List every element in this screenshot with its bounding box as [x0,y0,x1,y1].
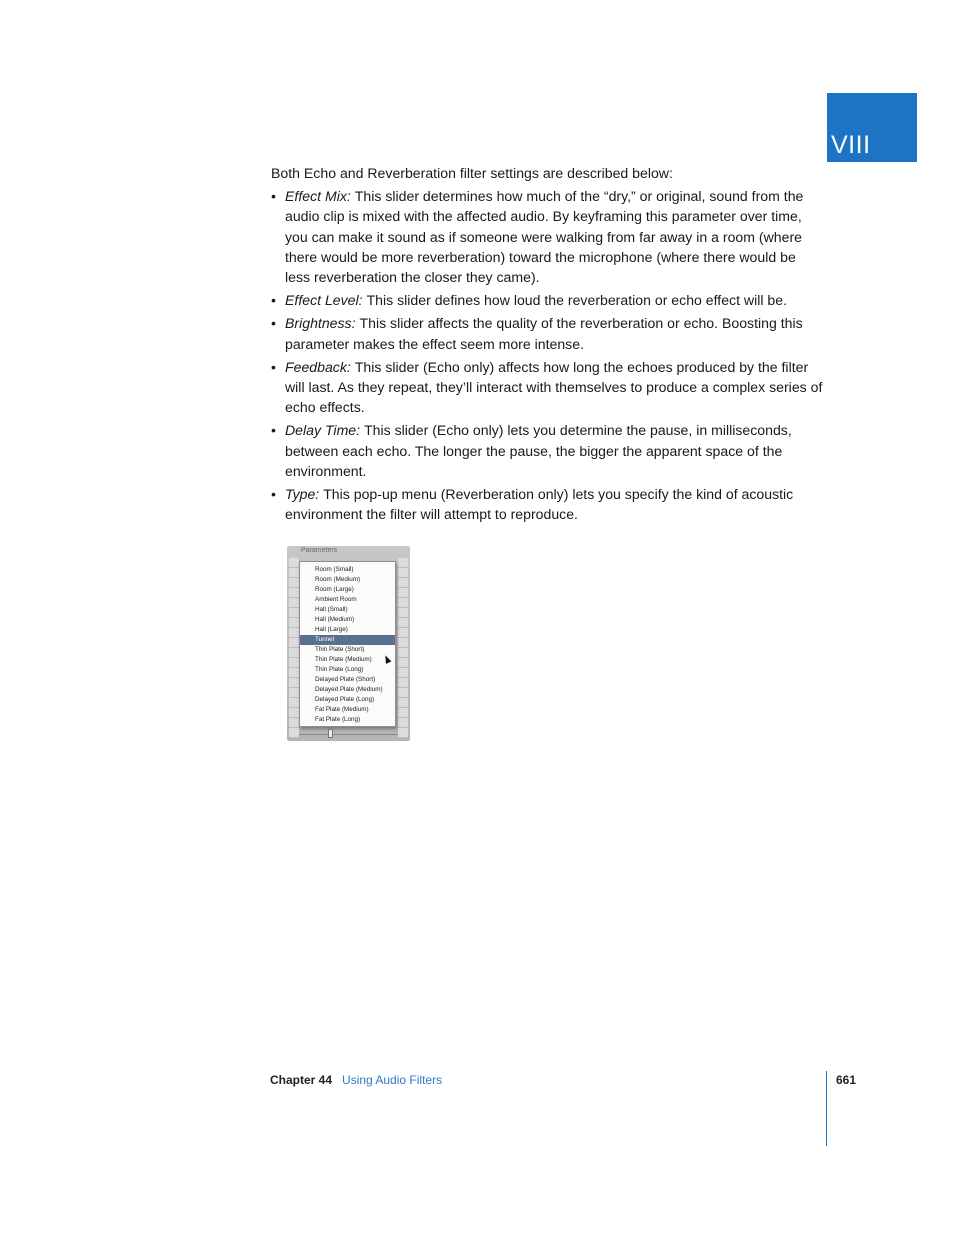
chapter-label: Chapter 44 [270,1073,333,1087]
setting-term: Feedback: [285,358,351,375]
setting-term: Delay Time: [285,422,361,439]
bullet-icon: • [271,486,276,503]
setting-description: This slider defines how loud the reverberation or echo effect will be. [366,292,787,309]
right-controls-strip [398,558,408,738]
setting-term: Type: [285,486,320,503]
type-popup-screenshot [287,546,410,741]
parameters-header: Parameters [301,547,338,554]
setting-term: Effect Level: [285,292,363,309]
bullet-icon: • [271,292,276,309]
list-item [271,186,823,287]
setting-description: This slider determines how much of the “dry,” or original, sound from the audio clip is mixed with the affected audio. By keyframing this parameter over time, you can make it sound as if someone were walking from far away in a room (where there would be more reverberation) toward the microphone (where there would be less reverberation the closer they came). [285,188,804,286]
reverb-type-menu[interactable] [299,561,396,727]
list-item [271,357,823,418]
menu-item[interactable]: Room (Medium) [315,576,361,583]
menu-item[interactable]: Hall (Large) [315,626,348,633]
bullet-icon: • [271,422,276,439]
setting-description: This pop-up menu (Reverberation only) lets you specify the kind of acoustic environment the filter will attempt to reproduce. [285,486,794,523]
list-item [271,420,823,481]
setting-description: This slider (Echo only) affects how long the echoes produced by the filter will last. As they repeat, they’ll interact with themselves to produce a complex series of echo effects. [285,358,823,416]
list-item [271,484,823,524]
menu-item[interactable]: Delayed Plate (Short) [315,676,376,683]
slider-knob[interactable] [328,729,333,738]
menu-item[interactable]: Thin Plate (Long) [315,666,364,673]
setting-term: Brightness: [285,315,356,332]
menu-item-selected[interactable]: Tunnel [300,635,395,645]
bullet-icon: • [271,188,276,205]
part-tab-label: VIII [831,131,871,159]
left-controls-strip [289,558,299,738]
part-tab [827,93,917,162]
body-text [271,163,823,527]
menu-item[interactable]: Thin Plate (Medium) [315,656,372,663]
setting-description: This slider affects the quality of the reverberation or echo. Boosting this parameter makes the effect seem more intense. [285,315,803,352]
menu-item[interactable]: Room (Large) [315,586,354,593]
menu-item[interactable]: Delayed Plate (Long) [315,696,375,703]
menu-item[interactable]: Ambient Room [315,596,357,603]
menu-item[interactable]: Thin Plate (Short) [315,646,365,653]
menu-item[interactable]: Hall (Medium) [315,616,355,623]
page-number: 661 [836,1073,857,1087]
settings-list [271,186,823,524]
bullet-icon: • [271,358,276,375]
menu-item[interactable]: Room (Small) [315,566,354,573]
menu-item[interactable]: Hall (Small) [315,606,348,613]
footer-divider [826,1071,827,1146]
bullet-icon: • [271,315,276,332]
slider-track [299,734,398,735]
menu-item[interactable]: Fat Plate (Long) [315,716,361,723]
chapter-title-link[interactable]: Using Audio Filters [342,1073,443,1087]
setting-description: This slider (Echo only) lets you determine the pause, in milliseconds, between each echo. The longer the pause, the bigger the apparent space of the environment. [285,422,792,479]
intro-paragraph: Both Echo and Reverberation filter settings are described below: [271,165,673,181]
setting-term: Effect Mix: [285,188,351,205]
page-footer [270,1073,442,1087]
list-item [271,313,823,353]
menu-item[interactable]: Fat Plate (Medium) [315,706,369,713]
list-item [271,290,823,310]
menu-item[interactable]: Delayed Plate (Medium) [315,686,383,693]
